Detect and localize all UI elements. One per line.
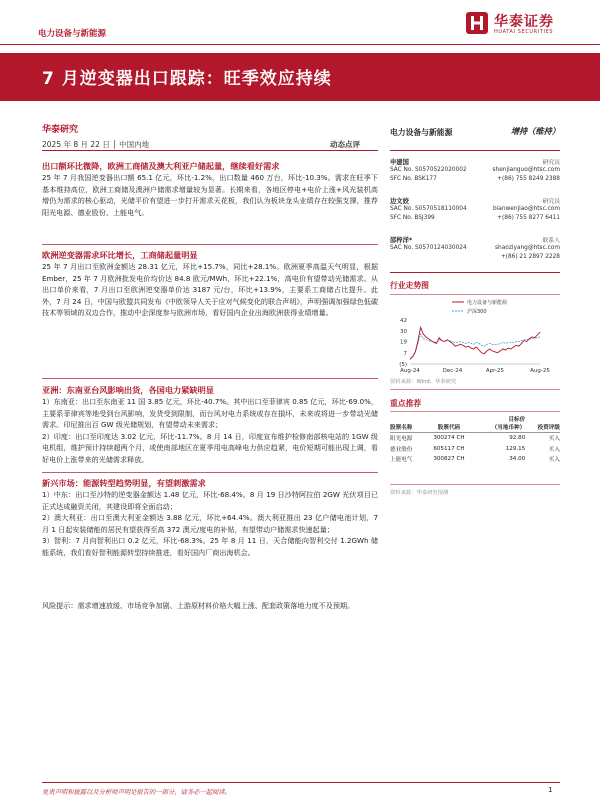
analyst-email[interactable]: shaoziyang@htsc.com (495, 245, 560, 251)
analyst-phone: +(86) 755 8249 2388 (497, 176, 560, 183)
rating-value: 增持（维持） (510, 126, 560, 136)
stock-target: 92.80 (509, 435, 526, 442)
analyst-card (390, 157, 560, 185)
logo-text: 华泰证券 (494, 14, 554, 30)
report-title: 7 月逆变器出口跟踪：旺季效应持续 (42, 69, 332, 89)
section-paragraph: 25 年 7 月我国逆变器出口额 65.1 亿元，环比-1.2%，出口数量 460 万台，环比-10.3%。需求在旺季下基本维持高位，欧洲工商储及澳洲户储需求增量较为显著。长期来看，各地区停电+电价上涨+风光装机高增仍为需求的核心驱动，光储平价有望进一步打开需求天花板，我们认为板块龙头业绩存在较强支撑，推荐阳光电源、德业股份、上能电气。 (42, 173, 378, 217)
footer-divider (42, 782, 560, 783)
risk-text: 风险提示：需求增速放缓、市场竞争加剧、上游原材料价格大幅上涨、配套政策落地力度不及预期。 (42, 601, 355, 610)
stock-target: 34.00 (509, 456, 526, 463)
stock-code: 300827 CH (433, 456, 465, 463)
stock-rating: 买入 (548, 446, 560, 453)
stock-rating: 买入 (548, 436, 560, 443)
x-tick-label: Dec-24 (442, 368, 463, 374)
table-row (390, 433, 560, 444)
table-row (390, 454, 560, 465)
analyst-sac: SAC No. S0570518110004 (390, 206, 467, 212)
stock-name: 德业股份 (390, 446, 413, 453)
analyst-card (390, 196, 560, 224)
section-paragraph: 2）澳大利亚：出口至澳大利亚金额达 3.88 亿元，环比+64.4%。澳大利亚推出 23 亿户储电池计划，7 月 1 日起安装储能的居民有望获得至高 372 澳元/度电的补贴，有望带动户储需求快速起量； (42, 513, 378, 534)
section-divider (42, 472, 378, 473)
header-divider (0, 44, 600, 45)
section-heading: 新兴市场：能源转型趋势明显，有望刺激需求 (42, 478, 206, 488)
picks-source: 资料来源：华泰研究预测 (390, 490, 449, 496)
picks-bottom-divider (390, 484, 560, 485)
series-line-hs300 (410, 334, 540, 359)
picks-heading: 重点推荐 (390, 399, 422, 408)
col-header: 投资评级 (525, 414, 560, 433)
rating-sector: 电力设备与新能源 (390, 128, 453, 137)
y-tick-label: (5) (399, 362, 407, 368)
section-divider (42, 244, 378, 245)
legend-label: 电力设备与新能源 (467, 300, 508, 306)
section-heading: 出口额环比微降，欧洲工商储及澳大利亚户储起量，继续看好需求 (42, 161, 280, 171)
analyst-card (390, 235, 560, 263)
trend-heading: 行业走势图 (390, 281, 429, 290)
risk-section (42, 600, 378, 612)
analyst-sfc: SFC No. BSK177 (390, 176, 437, 183)
trend-divider (390, 294, 560, 295)
meta-divider (42, 150, 378, 151)
section-3 (42, 384, 378, 466)
y-tick-label: 19 (400, 339, 407, 346)
header-sector: 电力设备与新能源 (38, 29, 107, 39)
rating-divider (390, 150, 560, 151)
huatai-logo-icon (466, 12, 488, 34)
stock-target: 129.15 (505, 445, 526, 452)
section-paragraph: 3）智利：7 月向智利出口 0.2 亿元，环比-68.3%。25 年 8 月 11 日，天合储能向智利交付 1.2GWh 储能系统，我们看好智利能源转型持续推进，看好国内厂商出海机会。 (42, 536, 378, 557)
analyst-phone: +(86) 755 8277 6411 (497, 215, 560, 222)
y-tick-label: 42 (400, 318, 407, 324)
stock-name: 上能电气 (390, 457, 413, 464)
analyst-name: 申建国 (390, 159, 409, 166)
trend-bottom-divider (390, 389, 560, 390)
x-tick-label: Aug-25 (530, 368, 550, 374)
x-tick-label: Aug-24 (400, 368, 420, 374)
analyst-role: 研究员 (542, 199, 560, 205)
section-1 (42, 160, 378, 218)
section-paragraph: 1）东南亚：出口至东南亚 11 国 3.85 亿元，环比-40.7%。其中出口至菲律宾 0.85 亿元，环比-69.0%，主要系菲律宾等地受到台风影响，发货受到限制，而台风对电力系统或存在損坏，未来或将进一步带动光储需求。印尼推出百 GW 级光储规划，有望带动未来需求； (42, 397, 378, 430)
y-tick-label: 7 (403, 350, 407, 357)
analyst-email[interactable]: bianwenjiao@htsc.com (493, 206, 560, 212)
section-2 (42, 249, 378, 319)
section-divider (42, 378, 378, 379)
y-tick-label: 30 (400, 329, 407, 336)
series-line-sector (410, 327, 540, 359)
section-paragraph: 2）印度：出口至印度达 3.02 亿元，环比-11.7%。8 月 14 日，印度宣布维护检修南部核电站的 1GW 级电机组，维护预计持续超两个月，或使南部地区在夏季用电高峰电力供应趋紧，电价短期可能出现上调，看好电价上涨带来的光储需求释放。 (42, 431, 378, 464)
analyst-role: 联系人 (542, 238, 560, 244)
x-tick-label: Apr-25 (485, 368, 504, 374)
stock-rating: 买入 (548, 457, 560, 464)
section-heading: 亚洲：东南亚台风影响出货，各国电力紧缺明显 (42, 385, 214, 395)
col-header: 股票名称 (390, 414, 425, 433)
table-row (390, 444, 560, 455)
section-paragraph: 1）中东：出口至沙特的逆变器金额达 1.48 亿元，环比-68.4%。8 月 19 日沙特阿拉伯 2GW 光伏项目已正式达成融资关闭，其建设即将全面启动； (42, 490, 378, 511)
picks-table (390, 414, 560, 465)
trend-source: 资料来源：Wind，华泰研究 (390, 379, 457, 385)
col-header: 股票代码 (425, 414, 473, 433)
stock-code: 300274 CH (433, 435, 465, 442)
picks-divider (390, 411, 560, 412)
section-heading: 欧洲逆变器需求环比增长，工商储起量明显 (42, 250, 198, 260)
analyst-email[interactable]: shenjianguo@htsc.com (492, 167, 560, 173)
legend-label: 沪深300 (467, 309, 487, 315)
section-paragraph: 25 年 7 月出口至欧洲金额达 28.31 亿元，环比+15.7%，同比+28.1%。欧洲夏季高温天气明显，根据 Ember，25 年 7 月欧洲批发电价均价达 84.8 欧元/MWh，环比+22.1%，高电价有望带动光储需求。从出口单价来看，7 月出口至欧洲逆变器单价达 3187 元/台，环比+13.9%，主要系工商储占比提升。此外，7 月 24 日，中国与欧盟共同发布《中欧领导人关于应对气候变化的联合声明》，声明强调加强绿色低碳技术等领域的双边合作，推动中企深度参与欧洲市场，看好国内企业出海欧洲获得业绩增量。 (42, 262, 378, 318)
analyst-sfc: SFC No. BSJ399 (390, 215, 435, 222)
col-header: 目标价 （当地币种） (473, 414, 525, 433)
picks-table-wrap (390, 414, 560, 465)
analyst-phone: +(86) 21 2897 2228 (500, 254, 560, 261)
stock-name: 阳光电源 (390, 436, 413, 443)
analyst-name: 边文姣 (390, 198, 409, 205)
page-number: 1 (548, 786, 553, 794)
analyst-sac: SAC No. S0570124030024 (390, 245, 467, 251)
analyst-sac: SAC No. S0570522020002 (390, 167, 467, 173)
section-4 (42, 477, 378, 559)
footer-note: 免责声明和披露以及分析师声明是报告的一部分，请务必一起阅读。 (42, 789, 231, 796)
stock-code: 605117 CH (433, 445, 465, 452)
analyst-role: 研究员 (542, 160, 560, 166)
report-type: 动态点评 (330, 140, 360, 149)
analyst-name: 邵梓洋* (390, 237, 413, 244)
analyst-divider (390, 272, 560, 273)
org-name: 华泰研究 (42, 125, 79, 135)
logo-text-en: HUATAI SECURITIES (494, 29, 554, 35)
date-line: 2025 年 8 月 22 日 │ 中国内地 (42, 140, 150, 149)
trend-chart (390, 298, 560, 374)
